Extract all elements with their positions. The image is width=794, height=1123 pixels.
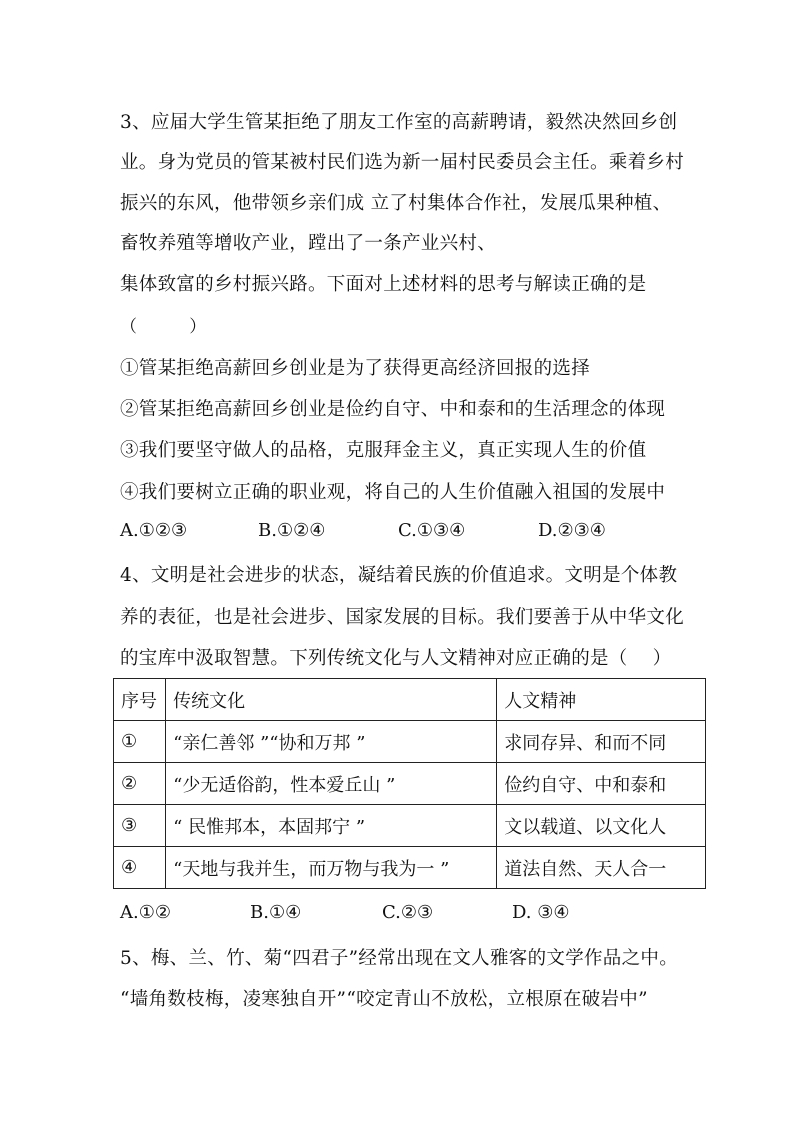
culture-table bbox=[113, 678, 706, 889]
q5-line-2: “墙角数枝梅，凌寒独自开”“咬定青山不放松，立根原在破岩中” bbox=[120, 989, 648, 1010]
q3-statement-4: ④我们要树立正确的职业观，将自己的人生价值融入祖国的发展中 bbox=[120, 482, 666, 503]
q4-option-c: C.②③ bbox=[382, 902, 434, 923]
q4-options bbox=[120, 902, 600, 926]
table-row bbox=[114, 847, 706, 889]
q4-line-2: 养的表征，也是社会进步、国家发展的目标。我们要善于从中华文化 bbox=[120, 607, 685, 628]
table-row bbox=[114, 721, 706, 763]
table-row bbox=[114, 805, 706, 847]
row-spirit: 文以载道、以文化人 bbox=[497, 805, 706, 847]
header-spirit: 人文精神 bbox=[497, 679, 706, 721]
q3-answer-blank: （ ） bbox=[120, 317, 207, 337]
row-culture: “天地与我并生，而万物与我为一 ” bbox=[166, 847, 497, 889]
q3-option-a: A.①②③ bbox=[120, 520, 188, 541]
row-number: ④ bbox=[114, 847, 166, 889]
q3-line-5: 集体致富的乡村振兴路。下面对上述材料的思考与解读正确的是 bbox=[120, 274, 647, 295]
q3-option-d: D.②③④ bbox=[538, 520, 606, 541]
row-spirit: 俭约自守、中和泰和 bbox=[497, 763, 706, 805]
q4-line-1: 4、文明是社会进步的状态，凝结着民族的价值追求。文明是个体教 bbox=[120, 565, 678, 586]
q4-option-a: A.①② bbox=[120, 902, 171, 923]
row-culture: “少无适俗韵，性本爱丘山 ” bbox=[166, 763, 497, 805]
q3-option-c: C.①③④ bbox=[398, 520, 466, 541]
row-spirit: 求同存异、和而不同 bbox=[497, 721, 706, 763]
header-culture: 传统文化 bbox=[166, 679, 497, 721]
q4-line-3: 的宝库中汲取智慧。下列传统文化与人文精神对应正确的是（ ） bbox=[120, 648, 672, 669]
q3-statement-2: ②管某拒绝高薪回乡创业是俭约自守、中和泰和的生活理念的体现 bbox=[120, 399, 666, 420]
q3-line-2: 业。身为党员的管某被村民们选为新一届村民委员会主任。乘着乡村 bbox=[120, 152, 685, 173]
table-row bbox=[114, 763, 706, 805]
row-number: ① bbox=[114, 721, 166, 763]
q3-statement-1: ①管某拒绝高薪回乡创业是为了获得更高经济回报的选择 bbox=[120, 358, 591, 379]
row-culture: “ 民惟邦本，本固邦宁 ” bbox=[166, 805, 497, 847]
q5-line-1: 5、梅、兰、竹、菊“四君子”经常出现在文人雅客的文学作品之中。 bbox=[120, 948, 678, 969]
q3-options bbox=[120, 520, 680, 544]
table-header-row bbox=[114, 679, 706, 721]
row-spirit: 道法自然、天人合一 bbox=[497, 847, 706, 889]
q4-option-b: B.①④ bbox=[250, 902, 302, 923]
q3-option-b: B.①②④ bbox=[258, 520, 326, 541]
q3-line-4: 畜牧养殖等增收产业，蹚出了一条产业兴村、 bbox=[120, 233, 497, 254]
q4-option-d: D. ③④ bbox=[512, 902, 570, 923]
row-culture: “亲仁善邻 ”“协和万邦 ” bbox=[166, 721, 497, 763]
q3-statement-3: ③我们要坚守做人的品格，克服拜金主义，真正实现人生的价值 bbox=[120, 440, 647, 461]
header-number: 序号 bbox=[114, 679, 166, 721]
row-number: ③ bbox=[114, 805, 166, 847]
q3-line-1: 3、应届大学生管某拒绝了朋友工作室的高薪聘请，毅然决然回乡创 bbox=[120, 112, 678, 133]
row-number: ② bbox=[114, 763, 166, 805]
q3-line-3: 振兴的东风，他带领乡亲们成 立了村集体合作社，发展瓜果种植、 bbox=[120, 193, 672, 214]
